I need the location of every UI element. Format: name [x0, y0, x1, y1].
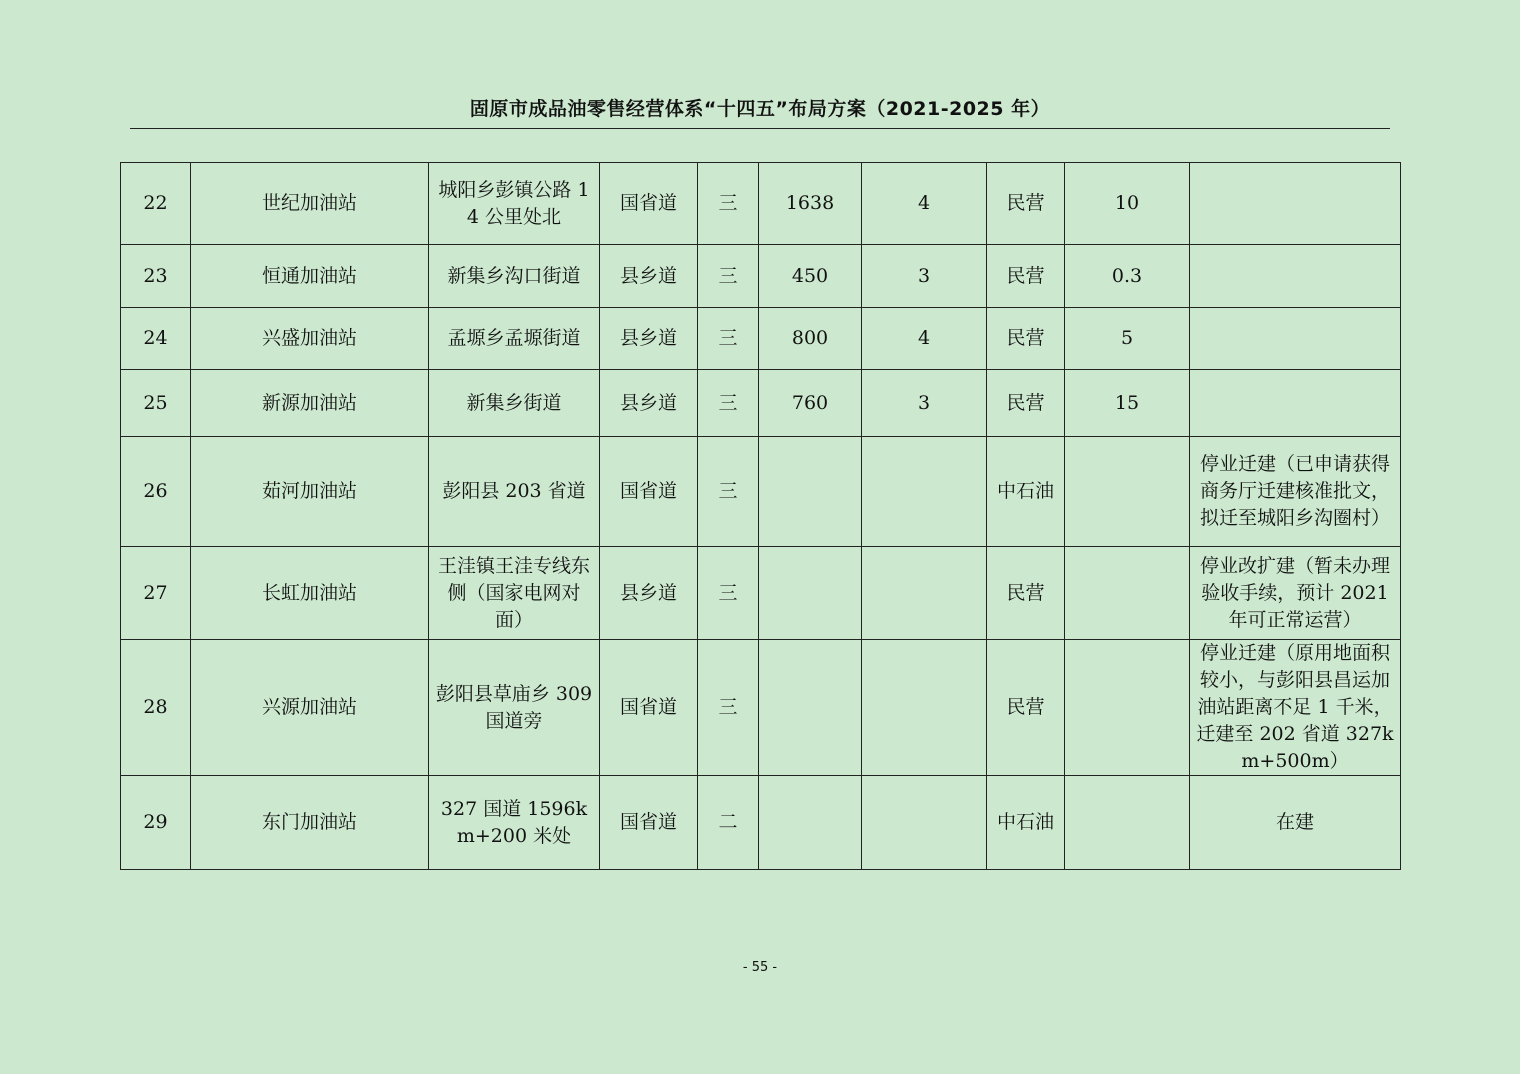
- cell-name: 恒通加油站: [191, 245, 429, 308]
- table-row: [121, 437, 1401, 547]
- header-divider: [130, 128, 1390, 129]
- cell-address: 彭阳县 203 省道: [429, 437, 600, 547]
- cell-ownership: 民营: [987, 547, 1065, 640]
- cell-address: 新集乡沟口街道: [429, 245, 600, 308]
- cell-area: 1638: [759, 163, 862, 245]
- cell-no: 28: [121, 640, 191, 776]
- cell-pumps: 4: [862, 163, 987, 245]
- cell-pumps: [862, 640, 987, 776]
- cell-grade: 三: [698, 163, 759, 245]
- cell-note: 停业迁建（已申请获得商务厅迁建核准批文，拟迁至城阳乡沟圈村）: [1190, 437, 1401, 547]
- cell-area: [759, 640, 862, 776]
- cell-address: 新集乡街道: [429, 370, 600, 437]
- page-header-title: 固原市成品油零售经营体系“十四五”布局方案（2021-2025 年）: [469, 98, 1051, 120]
- cell-name: 新源加油站: [191, 370, 429, 437]
- cell-name: 兴源加油站: [191, 640, 429, 776]
- cell-capacity: [1065, 547, 1190, 640]
- cell-note: [1190, 308, 1401, 370]
- cell-pumps: 3: [862, 370, 987, 437]
- cell-capacity: 15: [1065, 370, 1190, 437]
- cell-grade: 三: [698, 640, 759, 776]
- cell-address: 327 国道 1596km+200 米处: [429, 776, 600, 870]
- cell-ownership: 民营: [987, 640, 1065, 776]
- cell-capacity: 0.3: [1065, 245, 1190, 308]
- cell-capacity: [1065, 640, 1190, 776]
- cell-address: 城阳乡彭镇公路 14 公里处北: [429, 163, 600, 245]
- cell-capacity: 5: [1065, 308, 1190, 370]
- cell-grade: 三: [698, 437, 759, 547]
- cell-note: [1190, 245, 1401, 308]
- cell-road: 国省道: [600, 640, 698, 776]
- cell-address: 彭阳县草庙乡 309 国道旁: [429, 640, 600, 776]
- table-row: [121, 640, 1401, 776]
- cell-area: [759, 776, 862, 870]
- cell-ownership: 民营: [987, 163, 1065, 245]
- cell-name: 东门加油站: [191, 776, 429, 870]
- cell-area: [759, 547, 862, 640]
- cell-note: [1190, 163, 1401, 245]
- cell-pumps: [862, 547, 987, 640]
- cell-name: 长虹加油站: [191, 547, 429, 640]
- table-row: [121, 163, 1401, 245]
- table-row: [121, 547, 1401, 640]
- cell-road: 县乡道: [600, 245, 698, 308]
- cell-road: 县乡道: [600, 370, 698, 437]
- table-row: [121, 776, 1401, 870]
- cell-capacity: [1065, 437, 1190, 547]
- cell-ownership: 民营: [987, 308, 1065, 370]
- cell-note: 停业迁建（原用地面积较小，与彭阳县昌运加油站距离不足 1 千米，迁建至 202 省道 327km+500m）: [1190, 640, 1401, 776]
- cell-capacity: [1065, 776, 1190, 870]
- cell-address: 王洼镇王洼专线东侧（国家电网对面）: [429, 547, 600, 640]
- table-row: [121, 308, 1401, 370]
- table-row: [121, 370, 1401, 437]
- cell-address: 孟塬乡孟塬街道: [429, 308, 600, 370]
- cell-grade: 三: [698, 547, 759, 640]
- cell-no: 24: [121, 308, 191, 370]
- cell-note: [1190, 370, 1401, 437]
- cell-pumps: 4: [862, 308, 987, 370]
- cell-no: 25: [121, 370, 191, 437]
- page-number: - 55 -: [742, 960, 778, 975]
- cell-area: 450: [759, 245, 862, 308]
- cell-no: 29: [121, 776, 191, 870]
- cell-pumps: [862, 437, 987, 547]
- cell-area: [759, 437, 862, 547]
- cell-no: 26: [121, 437, 191, 547]
- cell-grade: 二: [698, 776, 759, 870]
- cell-area: 760: [759, 370, 862, 437]
- cell-note: 在建: [1190, 776, 1401, 870]
- cell-road: 国省道: [600, 437, 698, 547]
- cell-road: 县乡道: [600, 547, 698, 640]
- gas-station-table: [120, 162, 1401, 870]
- cell-name: 世纪加油站: [191, 163, 429, 245]
- cell-name: 茹河加油站: [191, 437, 429, 547]
- cell-no: 27: [121, 547, 191, 640]
- cell-capacity: 10: [1065, 163, 1190, 245]
- cell-road: 国省道: [600, 776, 698, 870]
- cell-ownership: 中石油: [987, 437, 1065, 547]
- cell-ownership: 中石油: [987, 776, 1065, 870]
- cell-ownership: 民营: [987, 370, 1065, 437]
- cell-name: 兴盛加油站: [191, 308, 429, 370]
- cell-grade: 三: [698, 370, 759, 437]
- cell-no: 23: [121, 245, 191, 308]
- cell-pumps: [862, 776, 987, 870]
- cell-no: 22: [121, 163, 191, 245]
- cell-road: 县乡道: [600, 308, 698, 370]
- cell-grade: 三: [698, 308, 759, 370]
- cell-pumps: 3: [862, 245, 987, 308]
- table-row: [121, 245, 1401, 308]
- cell-ownership: 民营: [987, 245, 1065, 308]
- cell-area: 800: [759, 308, 862, 370]
- cell-road: 国省道: [600, 163, 698, 245]
- cell-note: 停业改扩建（暂未办理验收手续，预计 2021 年可正常运营）: [1190, 547, 1401, 640]
- cell-grade: 三: [698, 245, 759, 308]
